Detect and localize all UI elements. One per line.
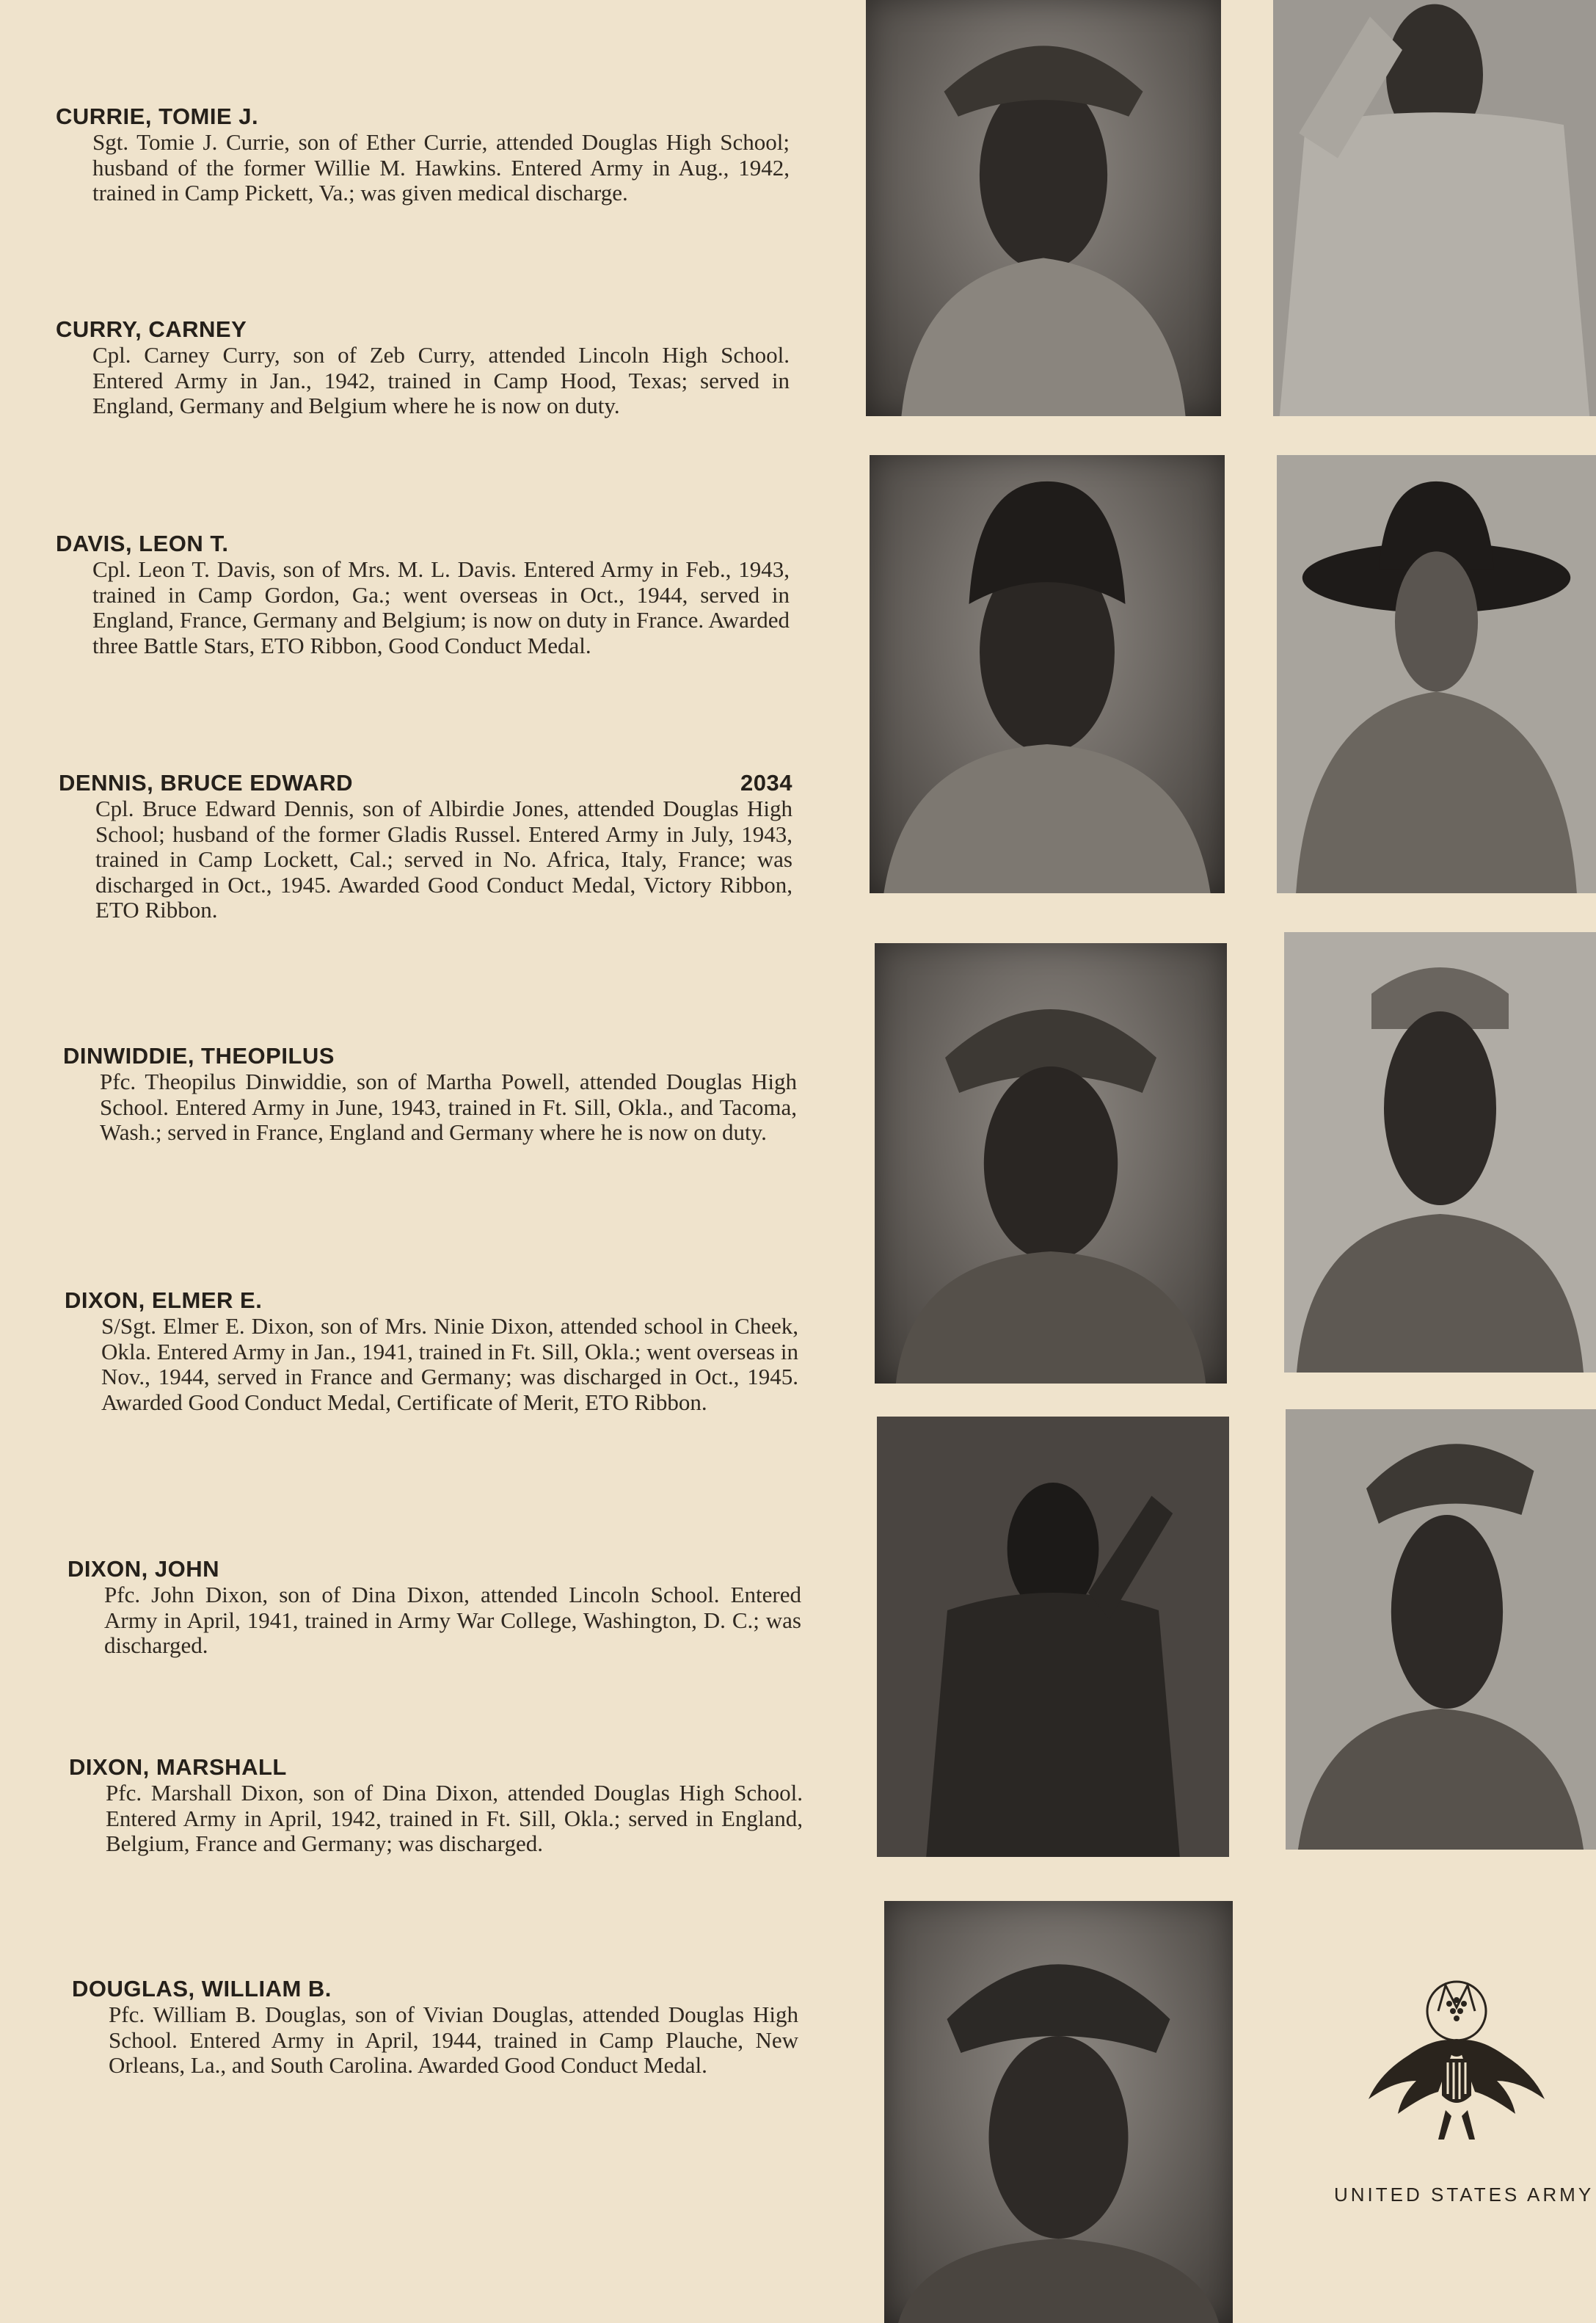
- portrait-photo-dinwiddie: [875, 943, 1227, 1384]
- emblem-caption: UNITED STATES ARMY: [1334, 2184, 1595, 2206]
- entry-bio: Cpl. Bruce Edward Dennis, son of Albirdie Jones, attended Douglas High School; husband of the former Gladis Russel. Entered Army in July, 1943, trained in Camp Lockett, Cal.; served in No. Africa, Italy, France; was discharged in Oct., 1945. Awarded Good Conduct Medal, Victory Ribbon, ETO Ribbon.: [95, 796, 792, 923]
- entry-name: CURRIE, TOMIE J.: [56, 103, 259, 129]
- entry-dixon-marshall: [69, 1754, 803, 1857]
- us-army-eagle-seal-icon: [1365, 1971, 1548, 2147]
- entry-name: DIXON, MARSHALL: [69, 1754, 287, 1780]
- entry-bio: Sgt. Tomie J. Currie, son of Ether Currie, attended Douglas High School; husband of the former Willie M. Hawkins. Entered Army in Aug., 1942, trained in Camp Pickett, Va.; was given medical discharge.: [92, 129, 790, 206]
- portrait-photo-douglas: [884, 1901, 1233, 2323]
- entry-name-text: DENNIS, BRUCE EDWARD: [59, 770, 353, 796]
- entry-name: [59, 770, 792, 796]
- portrait-photo-dixon-elmer: [1284, 932, 1596, 1373]
- entry-bio: Pfc. William B. Douglas, son of Vivian Douglas, attended Douglas High School. Entered Army in April, 1944, trained in Camp Plauche, New Orleans, La., and South Carolina. Awarded Good Conduct Medal.: [109, 2002, 798, 2078]
- entry-bio: Cpl. Carney Curry, son of Zeb Curry, attended Lincoln High School. Entered Army in Jan., 1942, trained in Camp Hood, Texas; served in England, Germany and Belgium where he is now on duty.: [92, 342, 790, 418]
- entry-name: CURRY, CARNEY: [56, 316, 247, 342]
- entry-bio: Cpl. Leon T. Davis, son of Mrs. M. L. Davis. Entered Army in Feb., 1943, trained in Camp Gordon, Ga.; went overseas in Oct., 1944, served in England, France, Germany and Belgium; is now on duty in France. Awarded three Battle Stars, ETO Ribbon, Good Conduct Medal.: [92, 556, 790, 658]
- entry-bio: Pfc. Marshall Dixon, son of Dina Dixon, attended Douglas High School. Entered Army in April, 1942, trained in Ft. Sill, Okla.; served in England, Belgium, France and Germany; was discharged.: [106, 1780, 803, 1856]
- portrait-photo-davis: [870, 455, 1225, 893]
- entry-name: DIXON, ELMER E.: [65, 1287, 263, 1313]
- entry-number: 2034: [740, 770, 792, 796]
- entry-bio: Pfc. Theopilus Dinwiddie, son of Martha Powell, attended Douglas High School. Entered Army in June, 1943, trained in Ft. Sill, Okla., and Tacoma, Wash.; served in France, England and Germany where he is now on duty.: [100, 1069, 797, 1145]
- entry-dixon-elmer: [65, 1287, 798, 1415]
- entry-douglas: [72, 1976, 798, 2079]
- entry-dinwiddie: [63, 1043, 797, 1146]
- entry-name: DAVIS, LEON T.: [56, 531, 229, 556]
- portrait-photo-dixon-marshall: [1286, 1409, 1596, 1850]
- entry-bio: S/Sgt. Elmer E. Dixon, son of Mrs. Ninie Dixon, attended school in Cheek, Okla. Entered Army in Jan., 1941, trained in Ft. Sill, Okla.; went overseas in Nov., 1944, served in France and Germany; was discharged in Oct., 1945. Awarded Good Conduct Medal, Certificate of Merit, ETO Ribbon.: [101, 1313, 798, 1415]
- entry-name: DINWIDDIE, THEOPILUS: [63, 1043, 335, 1069]
- entry-curry: [56, 316, 790, 419]
- entry-davis: [56, 531, 790, 658]
- portrait-photo-curry: [1273, 0, 1596, 416]
- entry-dennis: [59, 770, 792, 923]
- portrait-photo-currie: [866, 0, 1221, 416]
- entry-bio: Pfc. John Dixon, son of Dina Dixon, attended Lincoln School. Entered Army in April, 1941, trained in Army War College, Washington, D. C.; was discharged.: [104, 1582, 801, 1658]
- entry-currie: [56, 103, 790, 206]
- entry-dixon-john: [68, 1556, 801, 1659]
- entry-name: DIXON, JOHN: [68, 1556, 220, 1582]
- portrait-photo-dixon-john: [877, 1417, 1229, 1857]
- portrait-photo-dennis: [1277, 455, 1596, 893]
- entry-name: DOUGLAS, WILLIAM B.: [72, 1976, 332, 2002]
